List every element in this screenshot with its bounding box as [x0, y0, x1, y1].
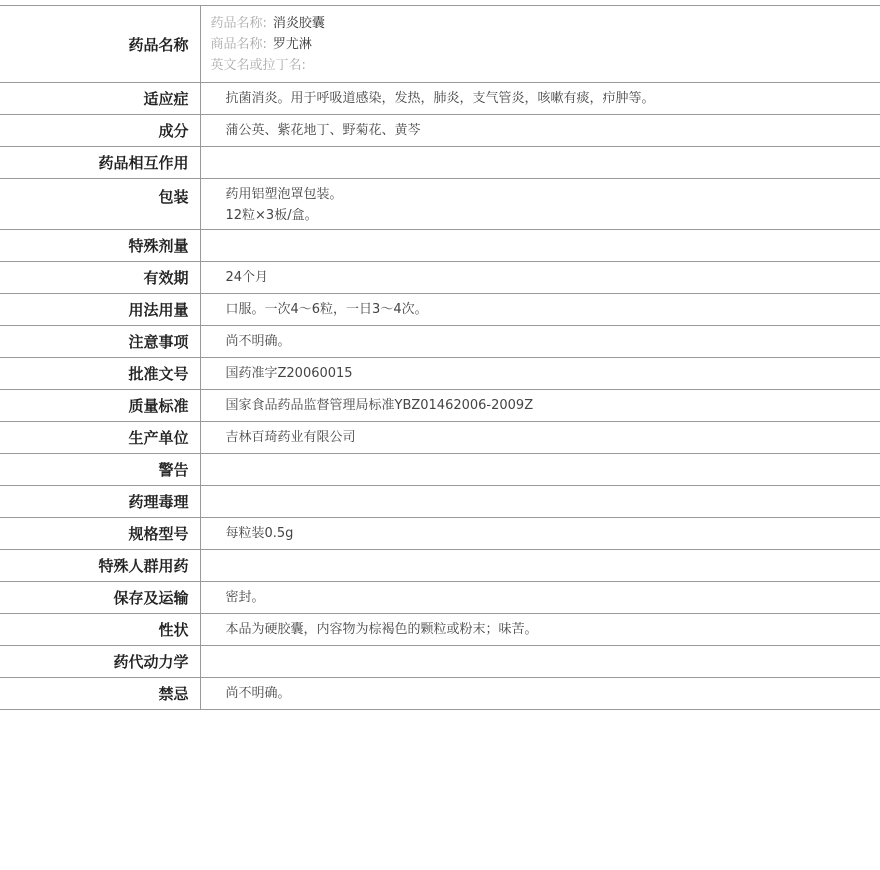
row-packaging: [0, 179, 880, 230]
row-quality-standard: [0, 390, 880, 422]
row-pharmacokinetics: [0, 646, 880, 678]
label-manufacturer: 生产单位: [0, 422, 200, 454]
label-drug-name: 药品名称: [0, 6, 200, 83]
row-contraindications: [0, 678, 880, 710]
label-packaging: 包装: [0, 179, 200, 230]
value-drug-name: [200, 6, 880, 83]
value-usage: 口服。一次4～6粒，一日3～4次。: [200, 294, 880, 326]
label-specification: 规格型号: [0, 518, 200, 550]
label-indications: 适应症: [0, 83, 200, 115]
label-special-populations: 特殊人群用药: [0, 550, 200, 582]
value-pharmacokinetics: [200, 646, 880, 678]
row-pharmacology-toxicology: [0, 486, 880, 518]
drug-spec-table: [0, 5, 880, 710]
generic-name-value: 消炎胶囊: [272, 15, 325, 31]
label-pharmacology-toxicology: 药理毒理: [0, 486, 200, 518]
row-special-dosage: [0, 230, 880, 262]
trade-name-label: 商品名称:: [210, 36, 267, 52]
row-shelf-life: [0, 262, 880, 294]
trade-name-line: [211, 34, 880, 55]
value-ingredients: 蒲公英、紫花地丁、野菊花、黄芩: [200, 115, 880, 147]
english-name-line: [211, 55, 880, 76]
value-storage-transport: 密封。: [200, 582, 880, 614]
label-special-dosage: 特殊剂量: [0, 230, 200, 262]
row-warning: [0, 454, 880, 486]
label-ingredients: 成分: [0, 115, 200, 147]
generic-name-label: 药品名称:: [210, 15, 267, 31]
label-precautions: 注意事项: [0, 326, 200, 358]
packaging-line-1: 药用铝塑泡罩包装。: [225, 187, 343, 202]
value-special-dosage: [200, 230, 880, 262]
row-specification: [0, 518, 880, 550]
packaging-line-2: 12粒×3板/盒。: [225, 208, 318, 223]
value-shelf-life: 24个月: [200, 262, 880, 294]
row-ingredients: [0, 115, 880, 147]
value-special-populations: [200, 550, 880, 582]
generic-name-line: [211, 13, 880, 34]
label-warning: 警告: [0, 454, 200, 486]
value-contraindications: 尚不明确。: [200, 678, 880, 710]
row-approval-number: [0, 358, 880, 390]
value-quality-standard: 国家食品药品监督管理局标准YBZ01462006-2009Z: [200, 390, 880, 422]
value-packaging: [200, 179, 880, 230]
label-contraindications: 禁忌: [0, 678, 200, 710]
value-manufacturer: 吉林百琦药业有限公司: [200, 422, 880, 454]
label-shelf-life: 有效期: [0, 262, 200, 294]
label-approval-number: 批准文号: [0, 358, 200, 390]
row-special-populations: [0, 550, 880, 582]
row-usage: [0, 294, 880, 326]
label-quality-standard: 质量标准: [0, 390, 200, 422]
value-indications: 抗菌消炎。用于呼吸道感染，发热，肺炎，支气管炎，咳嗽有痰，疖肿等。: [200, 83, 880, 115]
value-warning: [200, 454, 880, 486]
label-storage-transport: 保存及运输: [0, 582, 200, 614]
value-approval-number: 国药准字Z20060015: [200, 358, 880, 390]
row-description: [0, 614, 880, 646]
value-description: 本品为硬胶囊，内容物为棕褐色的颗粒或粉末；味苦。: [200, 614, 880, 646]
label-description: 性状: [0, 614, 200, 646]
value-interactions: [200, 147, 880, 179]
english-name-label: 英文名或拉丁名:: [210, 57, 306, 73]
label-usage: 用法用量: [0, 294, 200, 326]
row-drug-name: [0, 6, 880, 83]
label-pharmacokinetics: 药代动力学: [0, 646, 200, 678]
value-specification: 每粒装0.5g: [200, 518, 880, 550]
row-storage-transport: [0, 582, 880, 614]
label-interactions: 药品相互作用: [0, 147, 200, 179]
row-indications: [0, 83, 880, 115]
row-interactions: [0, 147, 880, 179]
value-pharmacology-toxicology: [200, 486, 880, 518]
row-manufacturer: [0, 422, 880, 454]
drug-spec-sheet: [0, 5, 880, 710]
trade-name-value: 罗尤淋: [272, 36, 312, 52]
value-precautions: 尚不明确。: [200, 326, 880, 358]
row-precautions: [0, 326, 880, 358]
